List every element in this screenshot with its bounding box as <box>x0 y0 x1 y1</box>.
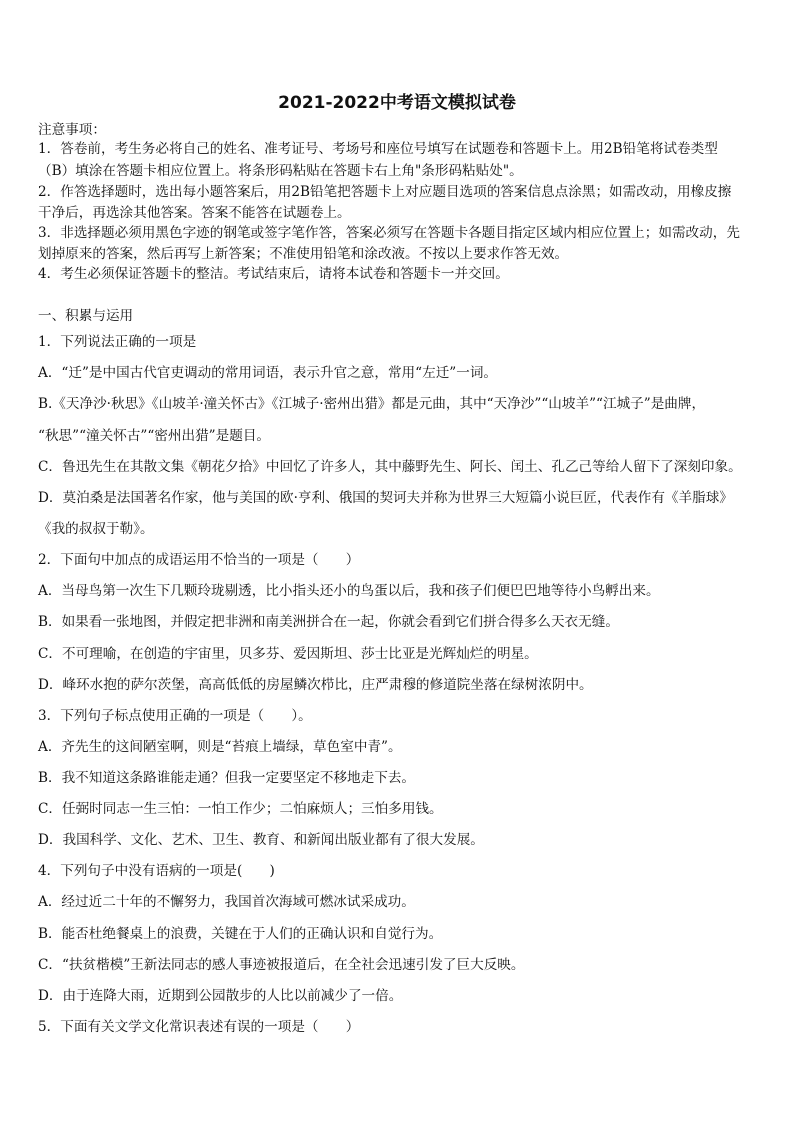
notice-line: 划掉原来的答案，然后再写上新答案；不准使用铅笔和涂改液。不按以上要求作答无效。 <box>38 246 569 262</box>
notice-line: 3．非选择题必须用黑色字迹的钢笔或签字笔作答，答案必须写在答题卡各题目指定区域内相应位置上；如需改动，先 <box>38 225 740 241</box>
option-line: D．我国科学、文化、艺术、卫生、教育、和新闻出版业都有了很大发展。 <box>38 832 484 848</box>
option-line: C．不可理喻，在创造的宇宙里，贝多芬、爱因斯坦、莎士比亚是光辉灿烂的明星。 <box>38 646 538 662</box>
notice-line: （B）填涂在答题卡相应位置上。将条形码粘贴在答题卡右上角"条形码粘贴处"。 <box>38 163 523 179</box>
section-heading: 一、积累与运用 <box>38 308 134 324</box>
notice-line: 1．答卷前，考生务必将自己的姓名、准考证号、考场号和座位号填写在试题卷和答题卡上。用2B铅笔将试卷类型 <box>38 141 718 157</box>
question-stem: 5．下面有关文学文化常识表述有误的一项是（ ） <box>38 1019 360 1035</box>
option-line: D．由于连降大雨，近期到公园散步的人比以前减少了一倍。 <box>38 988 403 1004</box>
notice-line: 干净后，再选涂其他答案。答案不能答在试题卷上。 <box>38 205 351 221</box>
page-title: 2021-2022中考语文模拟试卷 <box>278 93 516 113</box>
option-line: A．经过近二十年的不懈努力，我国首次海域可燃冰试采成功。 <box>38 894 415 910</box>
option-line: C．任弼时同志一生三怕：一怕工作少；二怕麻烦人；三怕多用钱。 <box>38 801 443 817</box>
question-stem: 3．下列句子标点使用正确的一项是（ ）。 <box>38 708 312 724</box>
question-stem: 4．下列句子中没有语病的一项是( ) <box>38 863 275 879</box>
option-line: B．我不知道这条路谁能走通？但我一定要坚定不移地走下去。 <box>38 770 416 786</box>
option-line: C．鲁迅先生在其散文集《朝花夕拾》中回忆了许多人，其中藤野先生、阿长、闰土、孔乙己等给人留下了深刻印象。 <box>38 459 742 475</box>
option-line: D．峰环水抱的萨尔茨堡，高高低低的房屋鳞次栉比，庄严肃穆的修道院坐落在绿树浓阴中。 <box>38 677 593 693</box>
question-stem: 1．下列说法正确的一项是 <box>38 334 197 350</box>
option-line: D．莫泊桑是法国著名作家，他与美国的欧·亨利、俄国的契诃夫并称为世界三大短篇小说巨匠，代表作有《羊脂球》 <box>38 490 733 506</box>
option-line: B.《天净沙·秋思》《山坡羊·潼关怀古》《江城子·密州出猎》都是元曲，其中“天净沙”“山坡羊”“江城子”是曲牌， <box>38 396 706 412</box>
option-line: C．“扶贫楷模”王新法同志的感人事迹被报道后，在全社会迅速引发了巨大反映。 <box>38 957 525 973</box>
option-line: 《我的叔叔于勒》。 <box>38 521 154 537</box>
option-line: A．“迁”是中国古代官吏调动的常用词语，表示升官之意，常用“左迁”一词。 <box>38 365 498 381</box>
option-line: A．齐先生的这间陋室啊，则是“苔痕上墙绿，草色室中青”。 <box>38 739 402 755</box>
option-line: B．如果看一张地图，并假定把非洲和南美洲拼合在一起，你就会看到它们拼合得多么天衣无缝。 <box>38 614 619 630</box>
notice-line: 2．作答选择题时，选出每小题答案后，用2B铅笔把答题卡上对应题目选项的答案信息点涂黑；如需改动，用橡皮擦 <box>38 184 732 200</box>
question-stem: 2．下面句中加点的成语运用不恰当的一项是（ ） <box>38 552 360 568</box>
option-line: A．当母鸟第一次生下几颗玲珑剔透，比小指头还小的鸟蛋以后，我和孩子们便巴巴地等待小鸟孵出来。 <box>38 583 660 599</box>
option-line: “秋思”“潼关怀古”“密州出猎”是题目。 <box>38 428 271 444</box>
notice-heading: 注意事项： <box>38 122 106 138</box>
notice-line: 4．考生必须保证答题卡的整洁。考试结束后，请将本试卷和答题卡一并交回。 <box>38 266 509 282</box>
option-line: B．能否杜绝餐桌上的浪费，关键在于人们的正确认识和自觉行为。 <box>38 926 443 942</box>
